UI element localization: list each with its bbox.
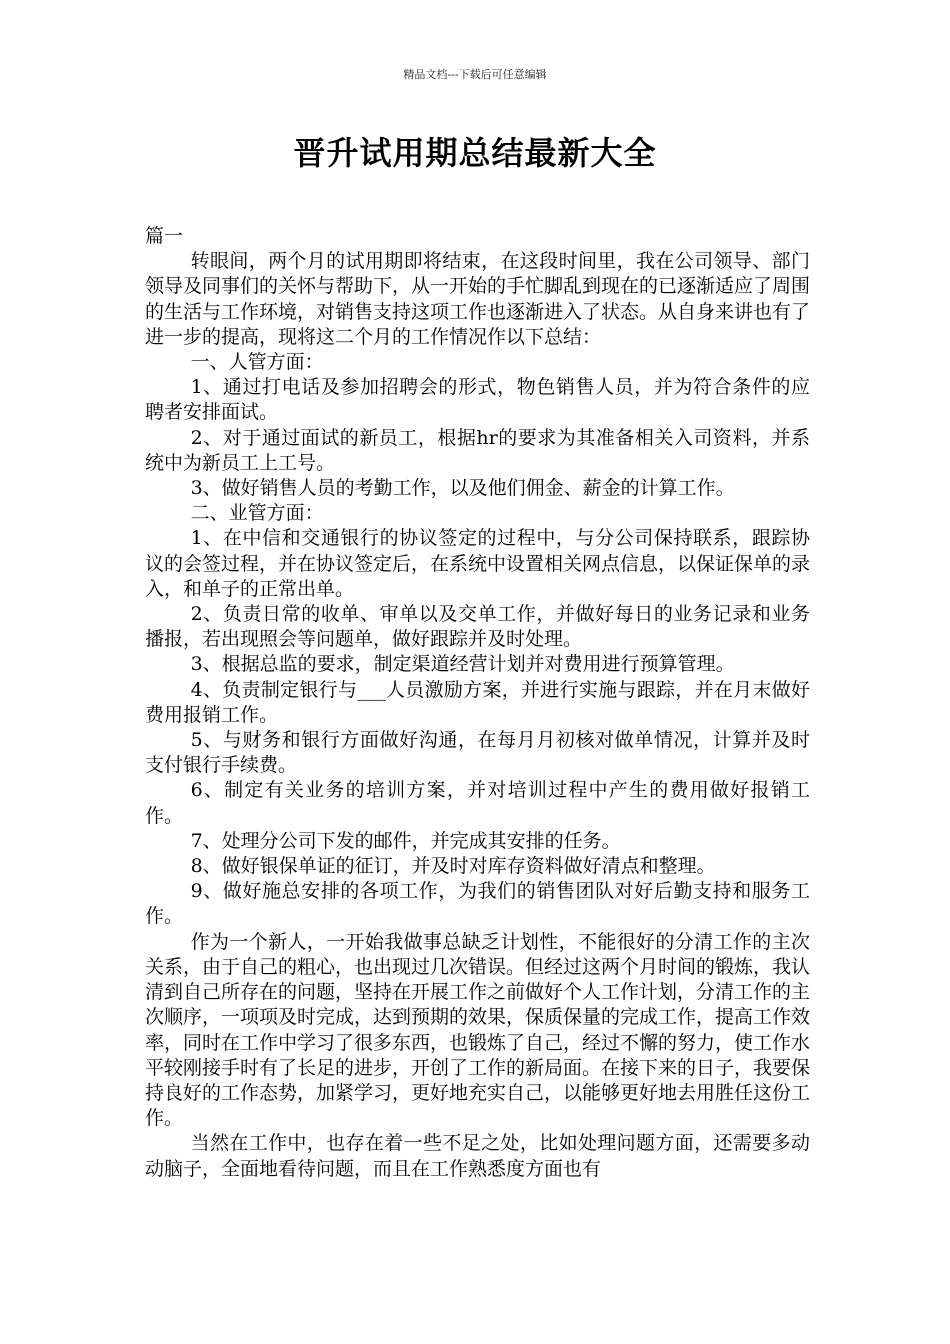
paragraph: 1、在中信和交通银行的协议签定的过程中，与分公司保持联系，跟踪协议的会签过程，并在协议签定后，在系统中设置相关网点信息，以保证保单的录入，和单子的正常出单。 — [145, 527, 811, 600]
paragraph: 转眼间，两个月的试用期即将结束，在这段时间里，我在公司领导、部门领导及同事们的关怀与帮助下，从一开始的手忙脚乱到现在的已逐渐适应了周围的生活与工作环境，对销售支持这项工作也逐渐进入了状态。从自身来讲也有了进一步的提高，现将这二个月的工作情况作以下总结： — [145, 250, 811, 348]
paragraph: 9、做好施总安排的各项工作，为我们的销售团队对好后勤支持和服务工作。 — [145, 880, 810, 928]
document-body — [145, 224, 810, 1182]
paragraph: 3、做好销售人员的考勤工作，以及他们佣金、薪金的计算工作。 — [190, 477, 735, 500]
paragraph: 5、与财务和银行方面做好沟通，在每月月初核对做单情况，计算并及时支付银行手续费。 — [145, 729, 810, 777]
section-label: 篇一 — [145, 225, 184, 247]
document-title: 晋升试用期总结最新大全 — [293, 134, 657, 172]
paragraph: 7、处理分公司下发的邮件，并完成其安排的任务。 — [190, 829, 621, 852]
paragraph: 1、通过打电话及参加招聘会的形式，物色销售人员，并为符合条件的应聘者安排面试。 — [145, 376, 810, 424]
paragraph: 2、负责日常的收单、审单以及交单工作，并做好每日的业务记录和业务播报，若出现照会等问题单，做好跟踪并及时处理。 — [145, 603, 810, 651]
paragraph: 8、做好银保单证的征订，并及时对库存资料做好清点和整理。 — [190, 855, 716, 878]
paragraph: 3、根据总监的要求，制定渠道经营计划并对费用进行预算管理。 — [190, 653, 735, 676]
paragraph: 4、负责制定银行与___人员激励方案，并进行实施与跟踪，并在月末做好费用报销工作。 — [145, 678, 810, 726]
paragraph: 2、对于通过面试的新员工，根据hr的要求为其准备相关入司资料，并系统中为新员工上工号。 — [145, 426, 810, 474]
paragraph: 二、业管方面： — [190, 502, 324, 525]
paragraph: 当然在工作中，也存在着一些不足之处，比如处理问题方面，还需要多动动脑子，全面地看待问题，而且在工作熟悉度方面也有 — [145, 1132, 810, 1180]
header-note: 精品文档---下载后可任意编辑 — [403, 68, 547, 81]
paragraph: 6、制定有关业务的培训方案，并对培训过程中产生的费用做好报销工作。 — [145, 779, 810, 827]
paragraph: 作为一个新人，一开始我做事总缺乏计划性，不能很好的分清工作的主次关系，由于自己的粗心，也出现过几次错误。但经过这两个月时间的锻炼，我认清到自己所存在的问题，坚持在开展工作之前做好个人工作计划，分清工作的主次顺序，一项项及时完成，达到预期的效果，保质保量的完成工作，提高工作效率，同时在工作中学习了很多东西，也锻炼了自己，经过不懈的努力，使工作水平较刚接手时有了长足的进步，开创了工作的新局面。在接下来的日子，我要保持良好的工作态势，加紧学习，更好地充实自己，以能够更好地去用胜任这份工作。 — [145, 930, 811, 1130]
paragraph: 一、人管方面： — [190, 351, 324, 374]
